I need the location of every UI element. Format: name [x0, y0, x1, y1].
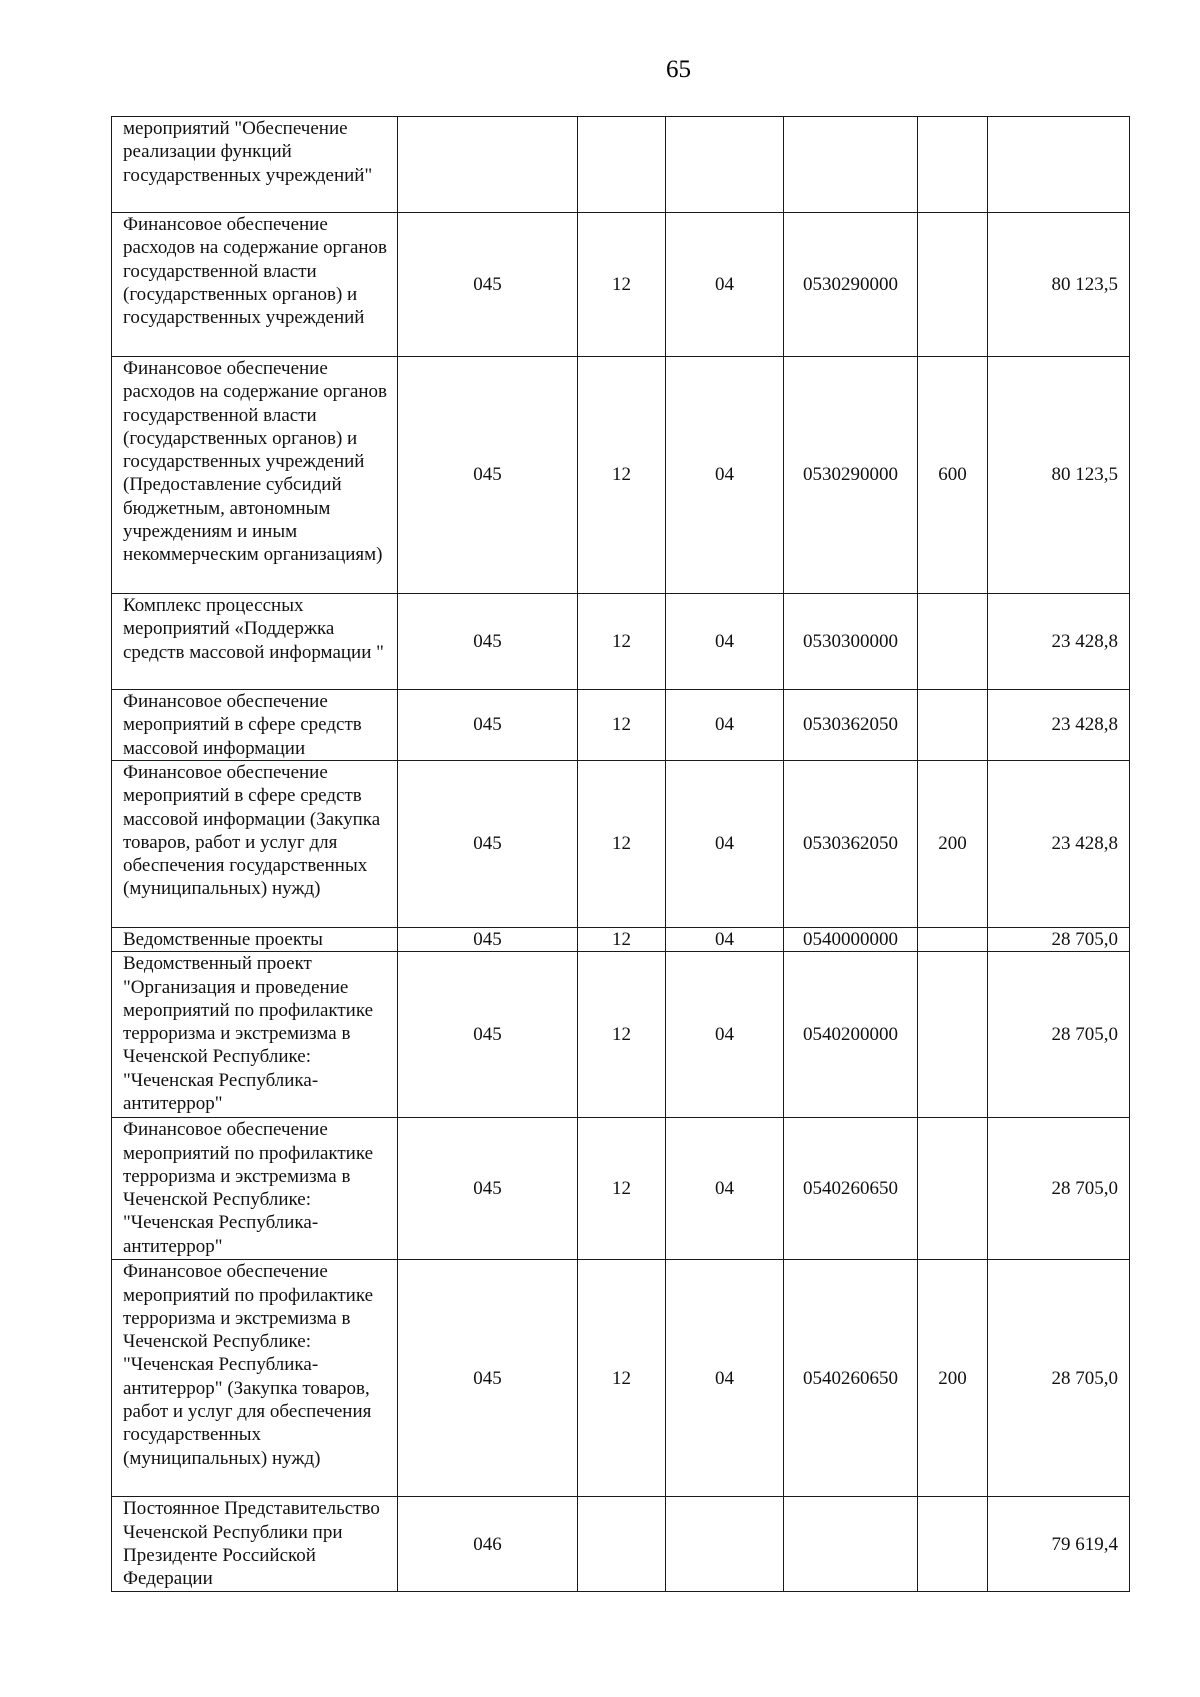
expense-type-cell: 200: [918, 1260, 988, 1497]
expense-type-cell: [918, 594, 988, 690]
amount-cell: 23 428,8: [988, 761, 1130, 928]
subsection-code-cell: 04: [666, 1260, 784, 1497]
amount-cell: 28 705,0: [988, 952, 1130, 1118]
subsection-code-cell: 04: [666, 594, 784, 690]
section-code-cell: 12: [578, 1260, 666, 1497]
section-code-cell: 12: [578, 357, 666, 594]
target-article-cell: 0530290000: [784, 213, 918, 357]
item-name-cell: Финансовое обеспечение мероприятий по профилактике терроризма и экстремизма в Чеченской Республике: "Чеченская Республика-антитеррор": [112, 1118, 398, 1260]
ministry-code-cell: 045: [398, 357, 578, 594]
table-row: [112, 117, 1130, 213]
section-code-cell: 12: [578, 928, 666, 952]
section-code-cell: [578, 1497, 666, 1592]
table-row: [112, 952, 1130, 1118]
section-code-cell: 12: [578, 213, 666, 357]
table-row: [112, 594, 1130, 690]
expense-type-cell: [918, 1497, 988, 1592]
subsection-code-cell: 04: [666, 690, 784, 761]
ministry-code-cell: 045: [398, 1118, 578, 1260]
expense-type-cell: [918, 1118, 988, 1260]
table-row: [112, 1497, 1130, 1592]
section-code-cell: 12: [578, 690, 666, 761]
target-article-cell: 0540260650: [784, 1118, 918, 1260]
amount-cell: 28 705,0: [988, 1118, 1130, 1260]
amount-cell: 28 705,0: [988, 1260, 1130, 1497]
table-row: [112, 761, 1130, 928]
target-article-cell: 0530290000: [784, 357, 918, 594]
target-article-cell: [784, 117, 918, 213]
expense-type-cell: [918, 928, 988, 952]
section-code-cell: [578, 117, 666, 213]
ministry-code-cell: 045: [398, 690, 578, 761]
target-article-cell: 0530300000: [784, 594, 918, 690]
expense-type-cell: [918, 117, 988, 213]
subsection-code-cell: 04: [666, 213, 784, 357]
item-name-cell: мероприятий "Обеспечение реализации функций государственных учреждений": [112, 117, 398, 213]
amount-cell: 80 123,5: [988, 213, 1130, 357]
table-row: [112, 1118, 1130, 1260]
item-name-cell: Ведомственные проекты: [112, 928, 398, 952]
subsection-code-cell: 04: [666, 928, 784, 952]
table-row: [112, 1260, 1130, 1497]
expense-type-cell: [918, 213, 988, 357]
ministry-code-cell: 045: [398, 213, 578, 357]
section-code-cell: 12: [578, 761, 666, 928]
ministry-code-cell: 046: [398, 1497, 578, 1592]
subsection-code-cell: 04: [666, 1118, 784, 1260]
item-name-cell: Финансовое обеспечение расходов на содержание органов государственной власти (государственных органов) и государственных учреждений (Предоставление субсидий бюджетным, автономным учреждениям и иным некоммерческим организациям): [112, 357, 398, 594]
ministry-code-cell: 045: [398, 761, 578, 928]
ministry-code-cell: 045: [398, 1260, 578, 1497]
ministry-code-cell: 045: [398, 594, 578, 690]
subsection-code-cell: [666, 1497, 784, 1592]
target-article-cell: 0540200000: [784, 952, 918, 1118]
table-row: [112, 357, 1130, 594]
ministry-code-cell: 045: [398, 952, 578, 1118]
amount-cell: 28 705,0: [988, 928, 1130, 952]
amount-cell: 23 428,8: [988, 690, 1130, 761]
page-number: 65: [666, 56, 691, 83]
amount-cell: 23 428,8: [988, 594, 1130, 690]
target-article-cell: 0530362050: [784, 690, 918, 761]
table-row: [112, 928, 1130, 952]
budget-table: [111, 116, 1130, 1592]
table-row: [112, 690, 1130, 761]
table-row: [112, 213, 1130, 357]
item-name-cell: Финансовое обеспечение расходов на содержание органов государственной власти (государственных органов) и государственных учреждений: [112, 213, 398, 357]
expense-type-cell: [918, 690, 988, 761]
amount-cell: 80 123,5: [988, 357, 1130, 594]
item-name-cell: Постоянное Представительство Чеченской Республики при Президенте Российской Федерации: [112, 1497, 398, 1592]
target-article-cell: 0530362050: [784, 761, 918, 928]
ministry-code-cell: 045: [398, 928, 578, 952]
section-code-cell: 12: [578, 594, 666, 690]
expense-type-cell: [918, 952, 988, 1118]
subsection-code-cell: 04: [666, 952, 784, 1118]
subsection-code-cell: [666, 117, 784, 213]
item-name-cell: Финансовое обеспечение мероприятий по профилактике терроризма и экстремизма в Чеченской Республике: "Чеченская Республика-антитеррор" (Закупка товаров, работ и услуг для обеспечения государственных (муниципальных) нужд): [112, 1260, 398, 1497]
item-name-cell: Финансовое обеспечение мероприятий в сфере средств массовой информации: [112, 690, 398, 761]
item-name-cell: Комплекс процессных мероприятий «Поддержка средств массовой информации ": [112, 594, 398, 690]
subsection-code-cell: 04: [666, 357, 784, 594]
item-name-cell: Финансовое обеспечение мероприятий в сфере средств массовой информации (Закупка товаров, работ и услуг для обеспечения государственных (муниципальных) нужд): [112, 761, 398, 928]
expense-type-cell: 600: [918, 357, 988, 594]
ministry-code-cell: [398, 117, 578, 213]
target-article-cell: 0540260650: [784, 1260, 918, 1497]
item-name-cell: Ведомственный проект "Организация и проведение мероприятий по профилактике терроризма и экстремизма в Чеченской Республике: "Чеченская Республика-антитеррор": [112, 952, 398, 1118]
section-code-cell: 12: [578, 1118, 666, 1260]
amount-cell: [988, 117, 1130, 213]
expense-type-cell: 200: [918, 761, 988, 928]
section-code-cell: 12: [578, 952, 666, 1118]
amount-cell: 79 619,4: [988, 1497, 1130, 1592]
subsection-code-cell: 04: [666, 761, 784, 928]
target-article-cell: 0540000000: [784, 928, 918, 952]
target-article-cell: [784, 1497, 918, 1592]
